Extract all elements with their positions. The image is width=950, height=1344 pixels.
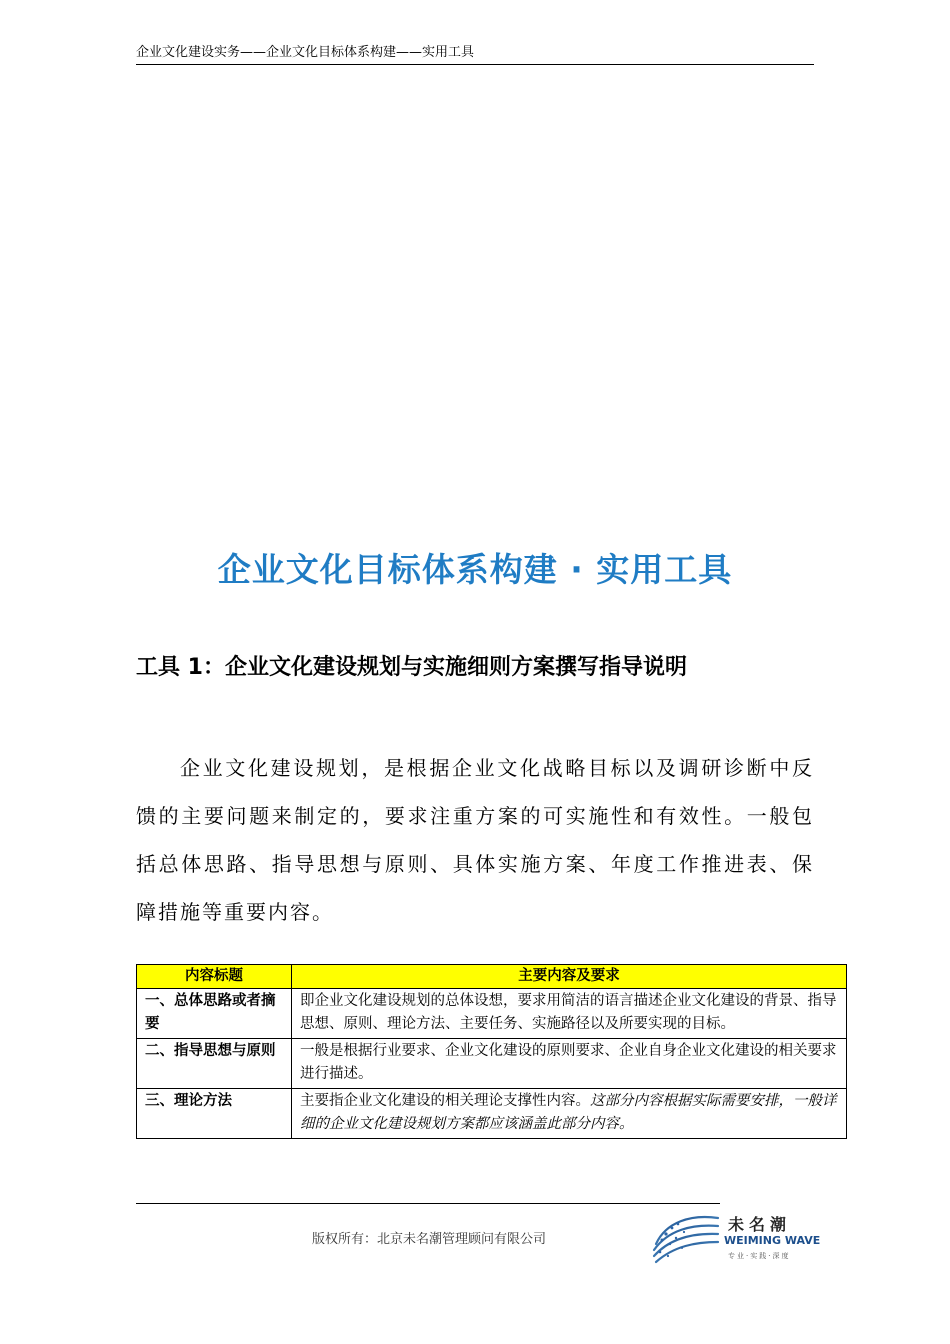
document-title: 企业文化目标体系构建 · 实用工具 — [217, 550, 733, 589]
page-header: 企业文化建设实务——企业文化目标体系构建——实用工具 — [136, 44, 814, 65]
row-note: 这部分内容根据实际需要安排，一般详细的企业文化建设规划方案都应该涵盖此部分内容。 — [300, 1093, 837, 1132]
row-content — [292, 989, 847, 1039]
copyright-text: 版权所有：北京未名潮管理顾问有限公司 — [312, 1232, 547, 1247]
header-cell-content: 主要内容及要求 — [292, 965, 847, 989]
logo-name: 未名潮 — [728, 1215, 792, 1234]
row-title: 二、指导思想与原则 — [137, 1039, 292, 1089]
row-content — [292, 1039, 847, 1089]
table-header-row — [137, 965, 847, 989]
table-row — [137, 989, 847, 1039]
footer-divider — [136, 1203, 720, 1204]
row-content-text: 主要指企业文化建设的相关理论支撑性内容。 — [300, 1093, 590, 1109]
row-content-text: 一般是根据行业要求、企业文化建设的原则要求、企业自身企业文化建设的相关要求进行描述。 — [300, 1043, 837, 1082]
table-row — [137, 1039, 847, 1089]
row-content-text: 即企业文化建设规划的总体设想，要求用简洁的语言描述企业文化建设的背景、指导思想、原则、理论方法、主要任务、实施路径以及所要实现的目标。 — [300, 993, 837, 1032]
table-row — [137, 1089, 847, 1139]
row-content — [292, 1089, 847, 1139]
row-title: 三、理论方法 — [137, 1089, 292, 1139]
tool-heading: 工具 1：企业文化建设规划与实施细则方案撰写指导说明 — [136, 655, 687, 680]
intro-paragraph: 企业文化建设规划，是根据企业文化战略目标以及调研诊断中反馈的主要问题来制定的，要求注重方案的可实施性和有效性。一般包括总体思路、指导思想与原则、具体实施方案、年度工作推进表、保障措施等重要内容。 — [136, 756, 814, 924]
header-cell-title: 内容标题 — [137, 965, 292, 989]
content-table — [136, 964, 847, 1139]
row-title: 一、总体思路或者摘要 — [137, 989, 292, 1039]
logo-tagline: 专业·实践·深度 — [728, 1252, 791, 1260]
wave-globe-icon — [646, 1204, 724, 1270]
logo-english-name: WEIMING WAVE — [724, 1234, 821, 1247]
company-logo — [646, 1204, 826, 1274]
